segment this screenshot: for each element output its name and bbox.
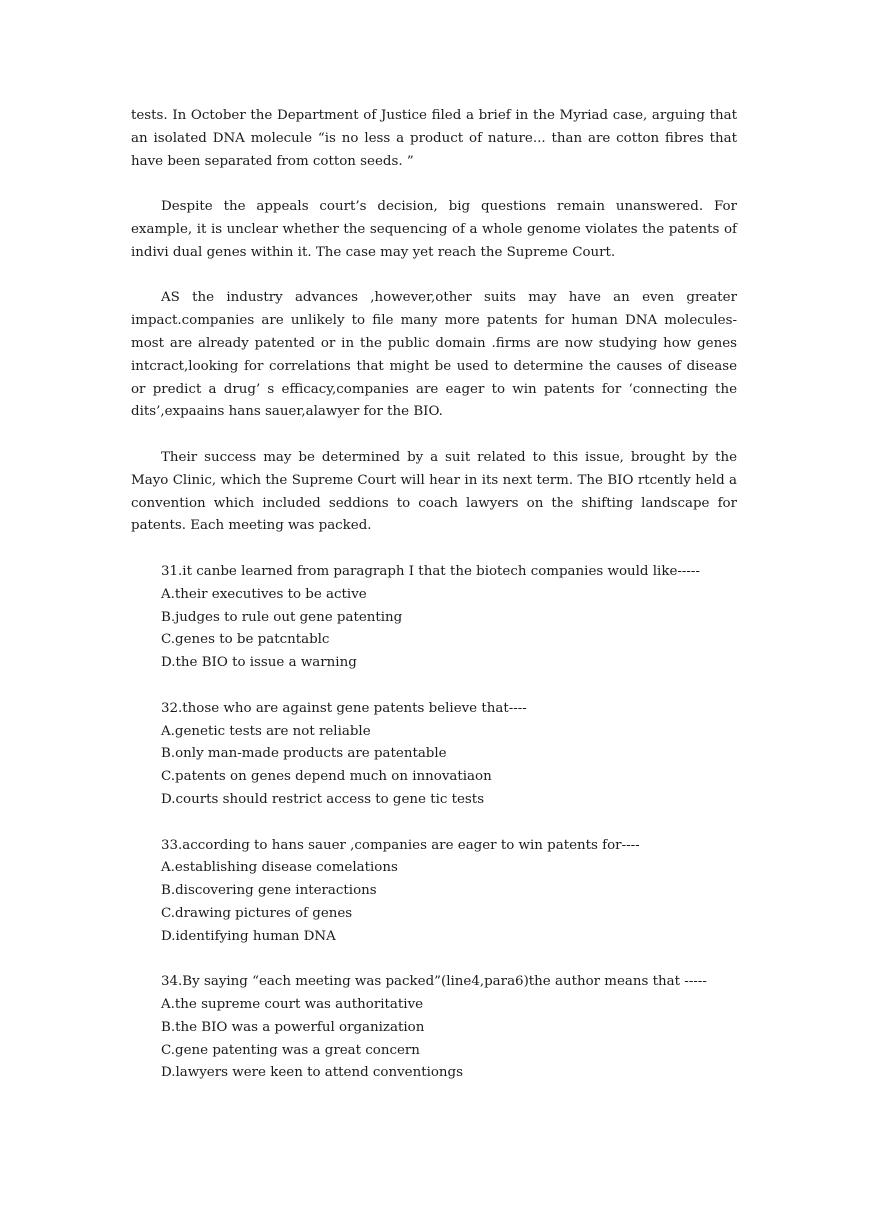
question-stem: 32.those who are against gene patents believe that---- xyxy=(161,700,527,716)
question-stem: 34.By saying “each meeting was packed”(line4,para6)the author means that ----- xyxy=(161,974,707,990)
option-b: B.the BIO was a powerful organization xyxy=(161,1019,425,1035)
question-31 xyxy=(161,561,737,675)
question-stem: 33.according to hans sauer ,companies are eager to win patents for---- xyxy=(161,837,640,853)
paragraph-1: tests. In October the Department of Justice filed a brief in the Myriad case, arguing that an isolated DNA molecule “is no less a product of nature... than are cotton fibres that have been separated from cotton seeds. ” xyxy=(131,108,737,169)
option-c: C.gene patenting was a great concern xyxy=(161,1042,420,1058)
option-d: D.lawyers were keen to attend conventiongs xyxy=(161,1065,463,1081)
option-b: B.judges to rule out gene patenting xyxy=(161,609,403,625)
paragraph-4: Their success may be determined by a suit related to this issue, brought by the Mayo Clinic, which the Supreme Court will hear in its next term. The BIO rtcently held a convention which included seddions to coach lawyers on the shifting landscape for patents. Each meeting was packed. xyxy=(131,449,737,534)
question-32 xyxy=(161,698,737,812)
question-33 xyxy=(161,835,737,949)
option-b: B.discovering gene interactions xyxy=(161,883,377,899)
option-d: D.courts should restrict access to gene tic tests xyxy=(161,791,485,807)
question-stem: 31.it canbe learned from paragraph I that the biotech companies would like----- xyxy=(161,563,700,579)
paragraph-3: AS the industry advances ,however,other suits may have an even greater impact.companies are unlikely to file many more patents for human DNA molecules-most are already patented or in the public domain .firms are now studying how genes intcract,looking for correlations that might be used to determine the causes of disease or predict a drug’ s efficacy,companies are eager to win patents for ‘connecting the dits’,expaains hans sauer,alawyer for the BIO. xyxy=(131,290,737,420)
document-page xyxy=(131,105,737,1108)
option-b: B.only man-made products are patentable xyxy=(161,746,447,762)
option-a: A.the supreme court was authoritative xyxy=(161,997,424,1013)
option-c: C.genes to be patcntablc xyxy=(161,632,330,648)
option-a: A.genetic tests are not reliable xyxy=(161,723,371,739)
option-c: C.patents on genes depend much on innovatiaon xyxy=(161,769,492,785)
question-34 xyxy=(161,971,737,1085)
option-a: A.establishing disease comelations xyxy=(161,860,398,876)
option-a: A.their executives to be active xyxy=(161,586,367,602)
option-c: C.drawing pictures of genes xyxy=(161,905,353,921)
option-d: D.the BIO to issue a warning xyxy=(161,655,357,671)
paragraph-2: Despite the appeals court’s decision, big questions remain unanswered. For example, it is unclear whether the sequencing of a whole genome violates the patents of indivi dual genes within it. The case may yet reach the Supreme Court. xyxy=(131,199,737,260)
option-d: D.identifying human DNA xyxy=(161,928,336,944)
